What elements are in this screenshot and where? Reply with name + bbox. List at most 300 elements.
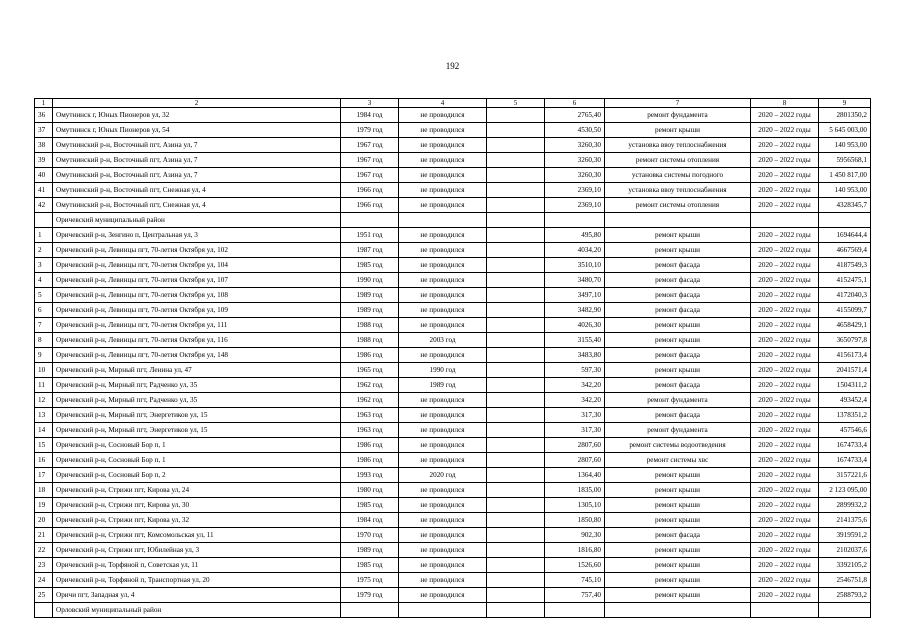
address-cell: Оричевский р-н, Левинцы пгт, 70-летия Октября ул, 102 bbox=[53, 243, 341, 258]
period-cell: 2020 – 2022 годы bbox=[751, 318, 819, 333]
cost-cell bbox=[819, 603, 871, 618]
cost-cell: 2 123 095,00 bbox=[819, 483, 871, 498]
period-cell: 2020 – 2022 годы bbox=[751, 453, 819, 468]
area-cell: 597,30 bbox=[545, 363, 605, 378]
address-cell: Оричевский р-н, Левинцы пгт, 70-летия Октября ул, 148 bbox=[53, 348, 341, 363]
empty-cell bbox=[487, 198, 545, 213]
address-cell: Оричевский р-н, Левинцы пгт, 70-летия Октября ул, 107 bbox=[53, 273, 341, 288]
period-cell: 2020 – 2022 годы bbox=[751, 303, 819, 318]
row-number: 42 bbox=[35, 198, 53, 213]
period-cell: 2020 – 2022 годы bbox=[751, 573, 819, 588]
area-cell: 757,40 bbox=[545, 588, 605, 603]
last-overhaul-cell: не проводился bbox=[399, 393, 487, 408]
year-built-cell: 1962 год bbox=[341, 393, 399, 408]
address-cell: Омутнинский р-н, Восточный пгт, Азина ул, 7 bbox=[53, 138, 341, 153]
work-type-cell: ремонт системы отопления bbox=[605, 198, 751, 213]
row-number: 8 bbox=[35, 333, 53, 348]
row-number: 16 bbox=[35, 453, 53, 468]
empty-cell bbox=[487, 393, 545, 408]
row-number: 24 bbox=[35, 573, 53, 588]
year-built-cell: 1967 год bbox=[341, 138, 399, 153]
work-type-cell: ремонт фасада bbox=[605, 258, 751, 273]
address-cell: Оричевский р-н, Левинцы пгт, 70-летия Октября ул, 104 bbox=[53, 258, 341, 273]
period-cell: 2020 – 2022 годы bbox=[751, 363, 819, 378]
column-number: 9 bbox=[819, 99, 871, 108]
empty-cell bbox=[487, 108, 545, 123]
work-type-cell: ремонт крыши bbox=[605, 573, 751, 588]
cost-cell: 2141375,6 bbox=[819, 513, 871, 528]
table-row bbox=[35, 438, 871, 453]
period-cell: 2020 – 2022 годы bbox=[751, 543, 819, 558]
empty-cell bbox=[487, 258, 545, 273]
area-cell: 3510,10 bbox=[545, 258, 605, 273]
cost-cell: 1674733,4 bbox=[819, 453, 871, 468]
period-cell: 2020 – 2022 годы bbox=[751, 468, 819, 483]
area-cell: 1850,80 bbox=[545, 513, 605, 528]
column-number: 4 bbox=[399, 99, 487, 108]
last-overhaul-cell: не проводился bbox=[399, 153, 487, 168]
last-overhaul-cell: не проводился bbox=[399, 573, 487, 588]
row-number: 2 bbox=[35, 243, 53, 258]
area-cell: 2369,10 bbox=[545, 198, 605, 213]
work-type-cell: ремонт крыши bbox=[605, 243, 751, 258]
year-built-cell: 1993 год bbox=[341, 468, 399, 483]
cost-cell: 2801350,2 bbox=[819, 108, 871, 123]
address-cell: Орловский муниципальный район bbox=[53, 603, 341, 618]
last-overhaul-cell: не проводился bbox=[399, 498, 487, 513]
empty-cell bbox=[487, 318, 545, 333]
row-number: 15 bbox=[35, 438, 53, 453]
year-built-cell: 1989 год bbox=[341, 543, 399, 558]
row-number: 13 bbox=[35, 408, 53, 423]
address-cell: Омутнинский р-н, Восточный пгт, Азина ул, 7 bbox=[53, 153, 341, 168]
area-cell: 1816,80 bbox=[545, 543, 605, 558]
empty-cell bbox=[487, 153, 545, 168]
table-row bbox=[35, 393, 871, 408]
year-built-cell: 1980 год bbox=[341, 483, 399, 498]
year-built-cell: 1963 год bbox=[341, 423, 399, 438]
work-type-cell: ремонт системы хвс bbox=[605, 453, 751, 468]
year-built-cell bbox=[341, 213, 399, 228]
area-cell: 3260,30 bbox=[545, 168, 605, 183]
empty-cell bbox=[487, 528, 545, 543]
table-row bbox=[35, 168, 871, 183]
work-type-cell: ремонт крыши bbox=[605, 363, 751, 378]
row-number: 14 bbox=[35, 423, 53, 438]
address-cell: Оричевский р-н, Мирный пгт, Радченко ул, 35 bbox=[53, 378, 341, 393]
year-built-cell: 1970 год bbox=[341, 528, 399, 543]
row-number: 37 bbox=[35, 123, 53, 138]
work-type-cell: ремонт крыши bbox=[605, 558, 751, 573]
area-cell: 342,20 bbox=[545, 378, 605, 393]
column-number: 3 bbox=[341, 99, 399, 108]
area-cell: 317,30 bbox=[545, 408, 605, 423]
last-overhaul-cell: не проводился bbox=[399, 528, 487, 543]
address-cell: Оричевский р-н, Сосновый Бор п, 2 bbox=[53, 468, 341, 483]
table-row bbox=[35, 228, 871, 243]
period-cell: 2020 – 2022 годы bbox=[751, 228, 819, 243]
period-cell: 2020 – 2022 годы bbox=[751, 393, 819, 408]
row-number: 40 bbox=[35, 168, 53, 183]
row-number: 25 bbox=[35, 588, 53, 603]
address-cell: Омутнинский р-н, Восточный пгт, Азина ул, 7 bbox=[53, 168, 341, 183]
cost-cell: 4658429,1 bbox=[819, 318, 871, 333]
empty-cell bbox=[487, 498, 545, 513]
table-row bbox=[35, 198, 871, 213]
table-row bbox=[35, 468, 871, 483]
table-row bbox=[35, 213, 871, 228]
row-number: 21 bbox=[35, 528, 53, 543]
work-type-cell: ремонт крыши bbox=[605, 513, 751, 528]
work-type-cell: ремонт фундамента bbox=[605, 423, 751, 438]
row-number: 7 bbox=[35, 318, 53, 333]
period-cell: 2020 – 2022 годы bbox=[751, 588, 819, 603]
year-built-cell: 1979 год bbox=[341, 123, 399, 138]
cost-cell: 140 953,00 bbox=[819, 138, 871, 153]
year-built-cell: 1984 год bbox=[341, 513, 399, 528]
last-overhaul-cell: не проводился bbox=[399, 423, 487, 438]
empty-cell bbox=[487, 243, 545, 258]
last-overhaul-cell: не проводился bbox=[399, 138, 487, 153]
period-cell: 2020 – 2022 годы bbox=[751, 153, 819, 168]
table-row bbox=[35, 378, 871, 393]
cost-cell: 4667569,4 bbox=[819, 243, 871, 258]
area-cell: 1835,00 bbox=[545, 483, 605, 498]
table-row bbox=[35, 408, 871, 423]
table-row bbox=[35, 258, 871, 273]
year-built-cell: 1979 год bbox=[341, 588, 399, 603]
last-overhaul-cell: 1990 год bbox=[399, 363, 487, 378]
cost-cell: 493452,4 bbox=[819, 393, 871, 408]
empty-cell bbox=[487, 408, 545, 423]
address-cell: Оричевский р-н, Мирный пгт, Энергетиков ул, 15 bbox=[53, 423, 341, 438]
cost-cell: 2899932,2 bbox=[819, 498, 871, 513]
last-overhaul-cell: не проводился bbox=[399, 543, 487, 558]
row-number: 6 bbox=[35, 303, 53, 318]
work-type-cell: ремонт фасада bbox=[605, 378, 751, 393]
area-cell: 4034,20 bbox=[545, 243, 605, 258]
address-cell: Оричевский р-н, Торфяной п, Советская ул, 11 bbox=[53, 558, 341, 573]
last-overhaul-cell: не проводился bbox=[399, 183, 487, 198]
cost-cell: 1 450 817,00 bbox=[819, 168, 871, 183]
period-cell: 2020 – 2022 годы bbox=[751, 123, 819, 138]
area-cell: 3480,70 bbox=[545, 273, 605, 288]
empty-cell bbox=[487, 288, 545, 303]
address-cell: Омутнинский р-н, Восточный пгт, Снежная ул, 4 bbox=[53, 198, 341, 213]
address-cell: Оричевский р-н, Мирный пгт, Радченко ул, 35 bbox=[53, 393, 341, 408]
address-cell: Оричевский р-н, Левинцы пгт, 70-летия Октября ул, 116 bbox=[53, 333, 341, 348]
empty-cell bbox=[487, 213, 545, 228]
last-overhaul-cell: не проводился bbox=[399, 558, 487, 573]
last-overhaul-cell: не проводился bbox=[399, 348, 487, 363]
empty-cell bbox=[487, 348, 545, 363]
cost-cell: 5 645 003,00 bbox=[819, 123, 871, 138]
year-built-cell: 1990 год bbox=[341, 273, 399, 288]
work-type-cell: ремонт фасада bbox=[605, 273, 751, 288]
work-type-cell: ремонт крыши bbox=[605, 228, 751, 243]
address-cell: Оричевский р-н, Торфяной п, Транспортная ул, 20 bbox=[53, 573, 341, 588]
row-number: 36 bbox=[35, 108, 53, 123]
year-built-cell: 1963 год bbox=[341, 408, 399, 423]
table-row bbox=[35, 483, 871, 498]
last-overhaul-cell: не проводился bbox=[399, 108, 487, 123]
table-row bbox=[35, 123, 871, 138]
row-number: 17 bbox=[35, 468, 53, 483]
year-built-cell: 1966 год bbox=[341, 183, 399, 198]
period-cell: 2020 – 2022 годы bbox=[751, 513, 819, 528]
work-type-cell: ремонт крыши bbox=[605, 468, 751, 483]
cost-cell: 4172040,3 bbox=[819, 288, 871, 303]
cost-cell: 2546751,8 bbox=[819, 573, 871, 588]
last-overhaul-cell: не проводился bbox=[399, 438, 487, 453]
empty-cell bbox=[487, 453, 545, 468]
period-cell: 2020 – 2022 годы bbox=[751, 333, 819, 348]
table-row bbox=[35, 318, 871, 333]
empty-cell bbox=[487, 123, 545, 138]
work-type-cell: ремонт фундамента bbox=[605, 108, 751, 123]
cost-cell: 3157221,6 bbox=[819, 468, 871, 483]
last-overhaul-cell: не проводился bbox=[399, 273, 487, 288]
cost-cell: 2041571,4 bbox=[819, 363, 871, 378]
column-number: 8 bbox=[751, 99, 819, 108]
row-number: 1 bbox=[35, 228, 53, 243]
column-number: 1 bbox=[35, 99, 53, 108]
work-type-cell: ремонт крыши bbox=[605, 333, 751, 348]
row-number: 12 bbox=[35, 393, 53, 408]
area-cell: 1364,40 bbox=[545, 468, 605, 483]
table-row bbox=[35, 423, 871, 438]
work-type-cell: ремонт крыши bbox=[605, 123, 751, 138]
row-number: 9 bbox=[35, 348, 53, 363]
table-row bbox=[35, 288, 871, 303]
cost-cell: 4156173,4 bbox=[819, 348, 871, 363]
address-cell: Омутнинский р-н, Восточный пгт, Снежная ул, 4 bbox=[53, 183, 341, 198]
year-built-cell: 1967 год bbox=[341, 168, 399, 183]
row-number: 23 bbox=[35, 558, 53, 573]
area-cell: 1526,60 bbox=[545, 558, 605, 573]
empty-cell bbox=[487, 378, 545, 393]
table-row bbox=[35, 348, 871, 363]
table-row bbox=[35, 153, 871, 168]
area-cell: 3483,80 bbox=[545, 348, 605, 363]
last-overhaul-cell bbox=[399, 213, 487, 228]
area-cell: 1305,10 bbox=[545, 498, 605, 513]
last-overhaul-cell: не проводился bbox=[399, 513, 487, 528]
empty-cell bbox=[487, 183, 545, 198]
period-cell: 2020 – 2022 годы bbox=[751, 258, 819, 273]
empty-cell bbox=[487, 168, 545, 183]
period-cell: 2020 – 2022 годы bbox=[751, 558, 819, 573]
empty-cell bbox=[487, 228, 545, 243]
last-overhaul-cell: не проводился bbox=[399, 483, 487, 498]
table-row bbox=[35, 273, 871, 288]
table-row bbox=[35, 498, 871, 513]
work-type-cell: ремонт фасада bbox=[605, 408, 751, 423]
area-cell bbox=[545, 213, 605, 228]
area-cell: 745,10 bbox=[545, 573, 605, 588]
year-built-cell: 1985 год bbox=[341, 258, 399, 273]
year-built-cell: 1986 год bbox=[341, 438, 399, 453]
work-type-cell: установка ввоу теплоснабжения bbox=[605, 183, 751, 198]
area-cell: 4530,50 bbox=[545, 123, 605, 138]
row-number: 38 bbox=[35, 138, 53, 153]
table-row bbox=[35, 558, 871, 573]
period-cell: 2020 – 2022 годы bbox=[751, 348, 819, 363]
address-cell: Оричевский р-н, Стрижи пгт, Кирова ул, 30 bbox=[53, 498, 341, 513]
area-cell: 4026,30 bbox=[545, 318, 605, 333]
work-type-cell: ремонт крыши bbox=[605, 498, 751, 513]
table-body bbox=[35, 99, 871, 618]
empty-cell bbox=[487, 468, 545, 483]
last-overhaul-cell: 1989 год bbox=[399, 378, 487, 393]
column-number: 5 bbox=[487, 99, 545, 108]
last-overhaul-cell: не проводился bbox=[399, 453, 487, 468]
table-row bbox=[35, 528, 871, 543]
address-cell: Оричевский р-н, Мирный пгт, Ленина ул, 47 bbox=[53, 363, 341, 378]
last-overhaul-cell: не проводился bbox=[399, 408, 487, 423]
row-number: 41 bbox=[35, 183, 53, 198]
work-type-cell: ремонт крыши bbox=[605, 483, 751, 498]
cost-cell: 3919591,2 bbox=[819, 528, 871, 543]
year-built-cell: 1988 год bbox=[341, 333, 399, 348]
row-number: 5 bbox=[35, 288, 53, 303]
year-built-cell: 1951 год bbox=[341, 228, 399, 243]
year-built-cell: 1985 год bbox=[341, 498, 399, 513]
year-built-cell: 1989 год bbox=[341, 303, 399, 318]
empty-cell bbox=[487, 513, 545, 528]
cost-cell: 1694644,4 bbox=[819, 228, 871, 243]
table-row bbox=[35, 243, 871, 258]
row-number bbox=[35, 213, 53, 228]
year-built-cell: 1966 год bbox=[341, 198, 399, 213]
last-overhaul-cell: не проводился bbox=[399, 198, 487, 213]
area-cell: 2765,40 bbox=[545, 108, 605, 123]
last-overhaul-cell: не проводился bbox=[399, 243, 487, 258]
period-cell bbox=[751, 213, 819, 228]
column-number: 2 bbox=[53, 99, 341, 108]
period-cell: 2020 – 2022 годы bbox=[751, 288, 819, 303]
housing-repair-table bbox=[34, 98, 871, 618]
period-cell: 2020 – 2022 годы bbox=[751, 168, 819, 183]
cost-cell bbox=[819, 213, 871, 228]
year-built-cell: 1962 год bbox=[341, 378, 399, 393]
year-built-cell: 1986 год bbox=[341, 348, 399, 363]
last-overhaul-cell bbox=[399, 603, 487, 618]
last-overhaul-cell: 2003 год bbox=[399, 333, 487, 348]
address-cell: Омутнинск г, Юных Пионеров ул, 54 bbox=[53, 123, 341, 138]
empty-cell bbox=[487, 303, 545, 318]
period-cell: 2020 – 2022 годы bbox=[751, 243, 819, 258]
column-number: 6 bbox=[545, 99, 605, 108]
empty-cell bbox=[487, 423, 545, 438]
work-type-cell: установка ввоу теплоснабжения bbox=[605, 138, 751, 153]
address-cell: Оричевский р-н, Левинцы пгт, 70-летия Октября ул, 111 bbox=[53, 318, 341, 333]
address-cell: Омутнинск г, Юных Пионеров ул, 32 bbox=[53, 108, 341, 123]
empty-cell bbox=[487, 558, 545, 573]
table-row bbox=[35, 513, 871, 528]
period-cell: 2020 – 2022 годы bbox=[751, 528, 819, 543]
work-type-cell: ремонт фасада bbox=[605, 303, 751, 318]
cost-cell: 5956568,1 bbox=[819, 153, 871, 168]
address-cell: Оричевский р-н, Левинцы пгт, 70-летия Октября ул, 108 bbox=[53, 288, 341, 303]
period-cell: 2020 – 2022 годы bbox=[751, 423, 819, 438]
year-built-cell: 1967 год bbox=[341, 153, 399, 168]
table-row bbox=[35, 543, 871, 558]
last-overhaul-cell: не проводился bbox=[399, 123, 487, 138]
page-number: 192 bbox=[445, 61, 460, 71]
table-row bbox=[35, 603, 871, 618]
address-cell: Оричевский р-н, Мирный пгт, Энергетиков ул, 15 bbox=[53, 408, 341, 423]
year-built-cell: 1985 год bbox=[341, 558, 399, 573]
area-cell: 2807,60 bbox=[545, 453, 605, 468]
table-row bbox=[35, 573, 871, 588]
area-cell: 342,20 bbox=[545, 393, 605, 408]
row-number: 20 bbox=[35, 513, 53, 528]
period-cell: 2020 – 2022 годы bbox=[751, 198, 819, 213]
period-cell bbox=[751, 603, 819, 618]
year-built-cell: 1975 год bbox=[341, 573, 399, 588]
period-cell: 2020 – 2022 годы bbox=[751, 138, 819, 153]
cost-cell: 3392105,2 bbox=[819, 558, 871, 573]
year-built-cell: 1987 год bbox=[341, 243, 399, 258]
empty-cell bbox=[487, 483, 545, 498]
table-row bbox=[35, 363, 871, 378]
area-cell: 3497,10 bbox=[545, 288, 605, 303]
cost-cell: 4328345,7 bbox=[819, 198, 871, 213]
row-number: 22 bbox=[35, 543, 53, 558]
last-overhaul-cell: не проводился bbox=[399, 288, 487, 303]
work-type-cell: ремонт системы водоотведения bbox=[605, 438, 751, 453]
period-cell: 2020 – 2022 годы bbox=[751, 483, 819, 498]
cost-cell: 3650797,8 bbox=[819, 333, 871, 348]
period-cell: 2020 – 2022 годы bbox=[751, 408, 819, 423]
table-row bbox=[35, 138, 871, 153]
empty-cell bbox=[487, 438, 545, 453]
work-type-cell: ремонт системы отопления bbox=[605, 153, 751, 168]
area-cell: 3155,40 bbox=[545, 333, 605, 348]
column-number: 7 bbox=[605, 99, 751, 108]
empty-cell bbox=[487, 333, 545, 348]
work-type-cell: установка системы погодного bbox=[605, 168, 751, 183]
last-overhaul-cell: не проводился bbox=[399, 168, 487, 183]
area-cell: 3260,30 bbox=[545, 138, 605, 153]
last-overhaul-cell: не проводился bbox=[399, 258, 487, 273]
last-overhaul-cell: не проводился bbox=[399, 318, 487, 333]
last-overhaul-cell: не проводился bbox=[399, 303, 487, 318]
cost-cell: 1504311,2 bbox=[819, 378, 871, 393]
row-number: 18 bbox=[35, 483, 53, 498]
row-number: 11 bbox=[35, 378, 53, 393]
work-type-cell: ремонт фасада bbox=[605, 528, 751, 543]
row-number: 19 bbox=[35, 498, 53, 513]
area-cell: 317,30 bbox=[545, 423, 605, 438]
address-cell: Оричи пгт, Западная ул, 4 bbox=[53, 588, 341, 603]
year-built-cell: 1988 год bbox=[341, 318, 399, 333]
empty-cell bbox=[487, 603, 545, 618]
address-cell: Оричевский р-н, Сосновый Бор п, 1 bbox=[53, 438, 341, 453]
column-number-row bbox=[35, 99, 871, 108]
work-type-cell: ремонт фасада bbox=[605, 288, 751, 303]
year-built-cell: 1989 год bbox=[341, 288, 399, 303]
empty-cell bbox=[487, 363, 545, 378]
row-number: 39 bbox=[35, 153, 53, 168]
cost-cell: 1674733,4 bbox=[819, 438, 871, 453]
table-row bbox=[35, 183, 871, 198]
cost-cell: 140 953,00 bbox=[819, 183, 871, 198]
cost-cell: 457546,6 bbox=[819, 423, 871, 438]
area-cell: 3482,90 bbox=[545, 303, 605, 318]
cost-cell: 2102037,6 bbox=[819, 543, 871, 558]
